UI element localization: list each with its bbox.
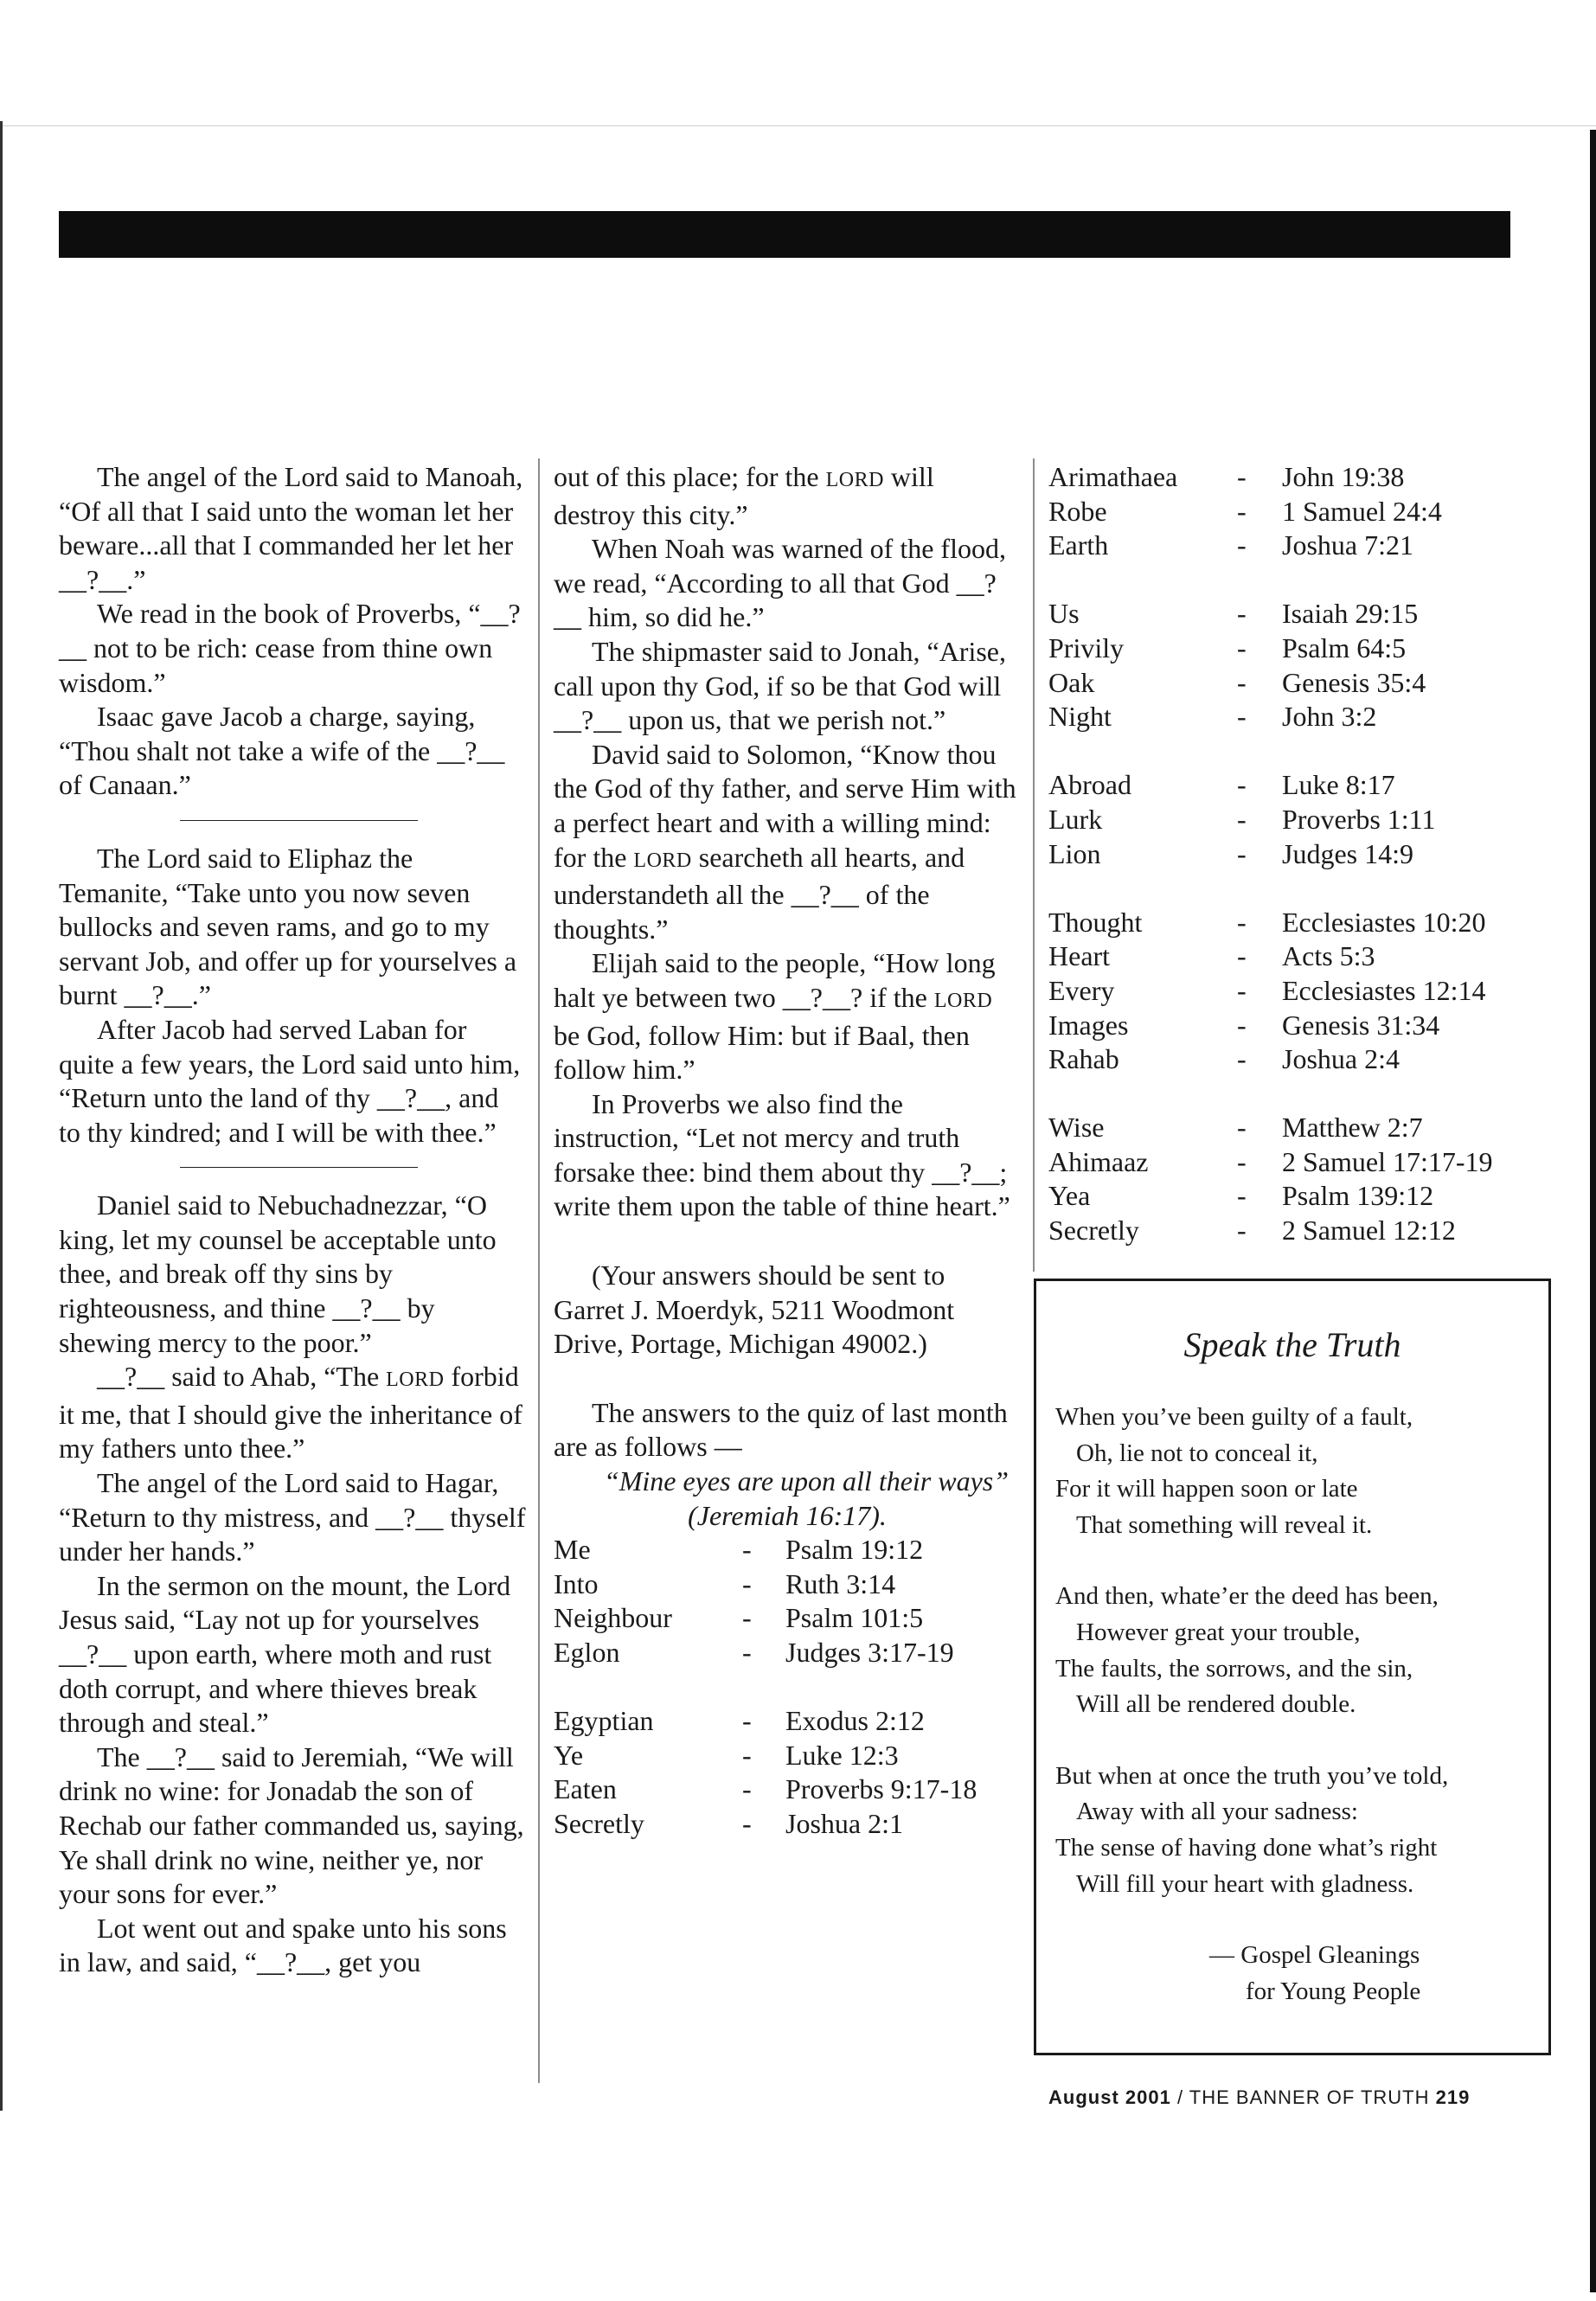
- footer-date: August 2001: [1048, 2086, 1171, 2108]
- footer-page-number: 219: [1435, 2086, 1471, 2108]
- quiz-question: We read in the book of Proverbs, “__?__ not to be rich: cease from thine own wisdom.”: [59, 598, 521, 698]
- poem-line: And then, whate’er the deed has been,: [1055, 1582, 1439, 1611]
- answer-row: Eaten - Proverbs 9:17-18: [554, 1773, 977, 1805]
- poem-line: When you’ve been guilty of a fault,: [1055, 1403, 1413, 1431]
- answer-row: Wise - Matthew 2:7: [1048, 1112, 1423, 1144]
- poem-line: But when at once the truth you’ve told,: [1055, 1761, 1449, 1790]
- poem-line: The sense of having done what’s right: [1055, 1833, 1438, 1862]
- quiz-question: After Jacob had served Laban for quite a few years, the Lord said unto him, “Return unto the land of thy __?__, and to thy kindred; and I will be with thee.”: [59, 1013, 521, 1148]
- lord-smallcaps: LORD: [825, 469, 884, 491]
- answer-title: “Mine eyes are upon all their ways” (Jeremiah 16:17).: [603, 1465, 1010, 1531]
- page-footer: [1048, 2086, 1470, 2109]
- question-text: __?__ said to Ahab, “The: [97, 1361, 387, 1393]
- answer-row: Me - Psalm 19:12: [554, 1534, 924, 1566]
- answers-intro: The answers to the quiz of last month are as follows —: [554, 1396, 1008, 1463]
- poem-line: Will all be rendered double.: [1076, 1690, 1356, 1719]
- poem-title: Speak the Truth: [1183, 1325, 1401, 1364]
- section-divider: [180, 1167, 418, 1168]
- answer-row: Us - Isaiah 29:15: [1048, 598, 1419, 630]
- answer-row: Arimathaea - John 19:38: [1048, 461, 1405, 492]
- answer-row: Secretly - 2 Samuel 12:12: [1048, 1215, 1456, 1247]
- quiz-question: [59, 1360, 526, 1466]
- quiz-question: The angel of the Lord said to Manoah, “Of all that I said unto the woman let her beware...all that I commanded her let her __?__.”: [59, 461, 523, 595]
- answer-row: Oak - Genesis 35:4: [1048, 666, 1426, 698]
- page-left-edge: [0, 121, 3, 2111]
- answer-row: Lurk - Proverbs 1:11: [1048, 803, 1436, 835]
- quiz-question: In the sermon on the mount, the Lord Jesus said, “Lay not up for yourselves __?__ upon earth, where moth and rust doth corrupt, and where thieves break through and steal.”: [59, 1569, 511, 1739]
- answers-table: [1048, 460, 1493, 1248]
- poem-body: [1055, 1400, 1548, 1902]
- question-text: will destroy this city.”: [554, 461, 934, 530]
- question-text: searcheth all hearts, and understandeth all the __?__ of the thoughts.”: [554, 841, 965, 945]
- quiz-column-1: [59, 460, 526, 1980]
- answer-row: Privily - Psalm 64:5: [1048, 631, 1407, 663]
- answer-row: Lion - Judges 14:9: [1048, 837, 1413, 869]
- poem-line: For it will happen soon or late: [1055, 1475, 1358, 1503]
- answer-row: Robe - 1 Samuel 24:4: [1048, 495, 1442, 527]
- answers-table: [554, 1533, 977, 1841]
- page-right-edge: [1590, 130, 1596, 2292]
- section-divider: [180, 820, 418, 821]
- answer-row: Eglon - Judges 3:17-19: [554, 1637, 954, 1668]
- poem-line: The faults, the sorrows, and the sin,: [1055, 1654, 1413, 1682]
- answer-row: Abroad - Luke 8:17: [1048, 769, 1395, 801]
- footer-publication: THE BANNER OF TRUTH: [1189, 2086, 1430, 2108]
- poem-line: Away with all your sadness:: [1076, 1798, 1358, 1826]
- address-note: (Your answers should be sent to Garret J. Moerdyk, 5211 Woodmont Drive, Portage, Michigan 49002.): [554, 1259, 955, 1360]
- poem-line: Oh, lie not to conceal it,: [1076, 1439, 1318, 1467]
- answer-row: Neighbour - Psalm 101:5: [554, 1602, 924, 1634]
- question-text: Elijah said to the people, “How long halt ye between two __?__? if the: [554, 947, 996, 1013]
- quiz-question: [554, 738, 1021, 947]
- answer-row: Rahab - Joshua 2:4: [1048, 1043, 1400, 1075]
- answer-row: Night - John 3:2: [1048, 701, 1377, 733]
- answer-row: Into - Ruth 3:14: [554, 1567, 896, 1599]
- quiz-question: [554, 460, 1021, 532]
- poem-line: Will fill your heart with gladness.: [1076, 1869, 1414, 1898]
- answers-column-3: [1048, 460, 1567, 1248]
- lord-smallcaps: LORD: [386, 1368, 445, 1392]
- answer-row: Images - Genesis 31:34: [1048, 1009, 1440, 1041]
- top-rule: [0, 125, 1596, 126]
- quiz-question: The Lord said to Eliphaz the Temanite, “Take unto you now seven bullocks and seven rams, and go to my servant Job, and offer up for yourselves a burnt __?__.”: [59, 842, 517, 1011]
- quiz-question: Daniel said to Nebuchadnezzar, “O king, let my counsel be acceptable unto thee, and break off thy sins by righteousness, and thine __?__ by shewing mercy to the poor.”: [59, 1189, 497, 1358]
- quiz-question: When Noah was warned of the flood, we read, “According to all that God __?__ him, so did he.”: [554, 533, 1006, 633]
- answer-row: Heart - Acts 5:3: [1048, 940, 1375, 972]
- answer-row: Ye - Luke 12:3: [554, 1739, 899, 1771]
- quiz-question: Isaac gave Jacob a charge, saying, “Thou shalt not take a wife of the __?__ of Canaan.”: [59, 701, 505, 801]
- lord-smallcaps: LORD: [633, 849, 692, 872]
- answer-row: Ahimaaz - 2 Samuel 17:17-19: [1048, 1145, 1493, 1177]
- quiz-question: Lot went out and spake unto his sons in law, and said, “__?__, get you: [59, 1912, 507, 1978]
- question-text: forbid it me, that I should give the inheritance of my fathers unto thee.”: [59, 1361, 522, 1465]
- footer-separator: /: [1176, 2086, 1184, 2108]
- quiz-question: The angel of the Lord said to Hagar, “Return to thy mistress, and __?__ thyself under her hands.”: [59, 1467, 526, 1567]
- answer-row: Every - Ecclesiastes 12:14: [1048, 974, 1486, 1006]
- poem-box: [1034, 1279, 1551, 2055]
- question-text: be God, follow Him: but if Baal, then follow him.”: [554, 1019, 970, 1086]
- question-text: David said to Solomon, “Know thou the God of thy father, and serve Him with a perfect heart and with a willing mind: for the: [554, 738, 1016, 873]
- answer-row: Earth - Joshua 7:21: [1048, 529, 1413, 561]
- quiz-question: [554, 946, 1021, 1086]
- quiz-column-2: [554, 460, 1021, 1842]
- question-text: out of this place; for the: [554, 461, 826, 492]
- quiz-question: The __?__ said to Jeremiah, “We will drink no wine: for Jonadab the son of Rechab our father commanded us, saying, Ye shall drink no wine, neither ye, nor your sons for ever.”: [59, 1740, 524, 1910]
- column-rule-2: [1033, 458, 1035, 1272]
- poem-attribution: — Gospel Gleanings for Young People: [1209, 1941, 1421, 2006]
- answer-row: Secretly - Joshua 2:1: [554, 1807, 903, 1839]
- quiz-question: In Proverbs we also find the instruction, “Let not mercy and truth forsake thee: bind them about thy __?__; write them upon the table of thine heart.”: [554, 1087, 1010, 1222]
- answer-row: Egyptian - Exodus 2:12: [554, 1705, 925, 1737]
- column-rule-1: [538, 458, 540, 2083]
- lord-smallcaps: LORD: [933, 989, 993, 1012]
- answer-row: Thought - Ecclesiastes 10:20: [1048, 906, 1486, 938]
- poem-line: However great your trouble,: [1076, 1618, 1361, 1646]
- quiz-question: The shipmaster said to Jonah, “Arise, call upon thy God, if so be that God will __?__ upon us, that we perish not.”: [554, 635, 1006, 736]
- header-bar: [59, 211, 1510, 258]
- poem-line: That something will reveal it.: [1076, 1510, 1373, 1539]
- answer-row: Yea - Psalm 139:12: [1048, 1180, 1434, 1212]
